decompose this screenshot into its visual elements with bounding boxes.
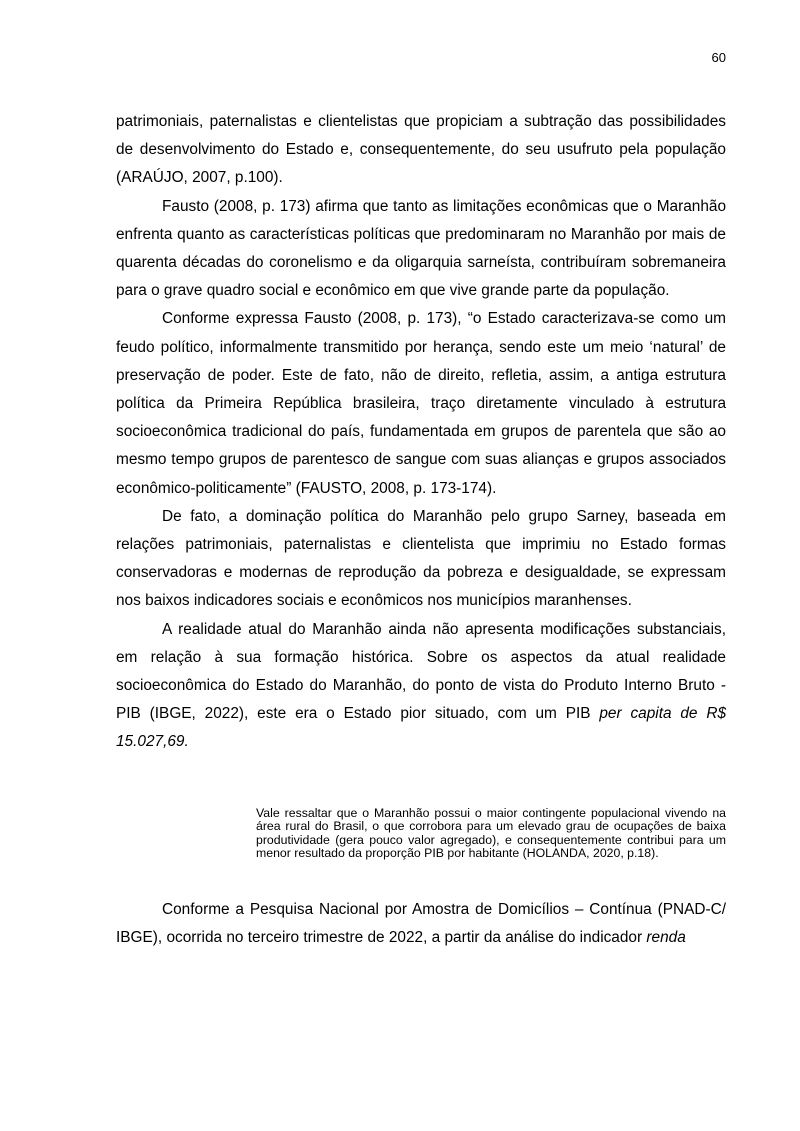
paragraph-feudo: Conforme expressa Fausto (2008, p. 173), “o Estado caracterizava-se como um feudo político, informalmente transmitido por herança, sendo este um meio ‘natural’ de preservação de poder. Este de fato, não de direito, refletia, assim, a antiga estrutura política da Primeira República brasileira, traço diretamente vinculado à estrutura socioeconômica tradicional do país, fundamentada em grupos de parentela que são ao mesmo tempo grupos de parentesco de sangue com suas alianças e grupos associados econômico-politicamente” (FAUSTO, 2008, p. 173-174). [116, 310, 726, 497]
main-text [116, 108, 726, 757]
paragraph-continuation: patrimoniais, paternalistas e clientelistas que propiciam a subtração das possibilidades de desenvolvimento do Estado e, consequentemente, do seu usufruto pela população (ARAÚJO, 2007, p.100). [116, 113, 726, 187]
paragraph-pib-tail: . [184, 733, 189, 751]
final-text [116, 896, 726, 952]
paragraph-pnad-italic: renda [646, 929, 686, 947]
paragraph-pnad [116, 896, 726, 952]
paragraph-fausto: Fausto (2008, p. 173) afirma que tanto as limitações econômicas que o Maranhão enfrenta quanto as características políticas que predominaram no Maranhão por mais de quarenta décadas do coronelismo e da oligarquia sarneísta, contribuíram sobremaneira para o grave quadro social e econômico em que vive grande parte da população. [116, 197, 726, 300]
page-number: 60 [711, 50, 726, 65]
paragraph-pib [116, 616, 726, 757]
paragraph-sarney: De fato, a dominação política do Maranhão pelo grupo Sarney, baseada em relações patrimoniais, paternalistas e clientelista que imprimiu no Estado formas conservadoras e modernas de reprodução da pobreza e desigualdade, se expressam nos baixos indicadores sociais e econômicos nos municípios maranhenses. [116, 507, 726, 610]
paragraph-pib-italic: per capita de R$ 15.027,69 [116, 705, 727, 751]
paragraph-pib-text: A realidade atual do Maranhão ainda não apresenta modificações substanciais, em relação à sua formação histórica. Sobre os aspectos da atual realidade socioeconômica do Estado do Maranhão, do ponto de vista do Produto Interno Bruto - PIB (IBGE, 2022), este era o Estado pior situado, com um PIB [116, 620, 726, 723]
paragraph-pnad-text: Conforme a Pesquisa Nacional por Amostra de Domicílios – Contínua (PNAD-C/ IBGE), ocorrida no terceiro trimestre de 2022, a partir da análise do indicador [116, 901, 726, 947]
block-quote: Vale ressaltar que o Maranhão possui o maior contingente populacional vivendo na área rural do Brasil, o que corrobora para um elevado grau de ocupações de baixa produtividade (gera pouco valor agregado), e consequentemente contribui para um menor resultado da proporção PIB por habitante (HOLANDA, 2020, p.18). [256, 806, 726, 861]
